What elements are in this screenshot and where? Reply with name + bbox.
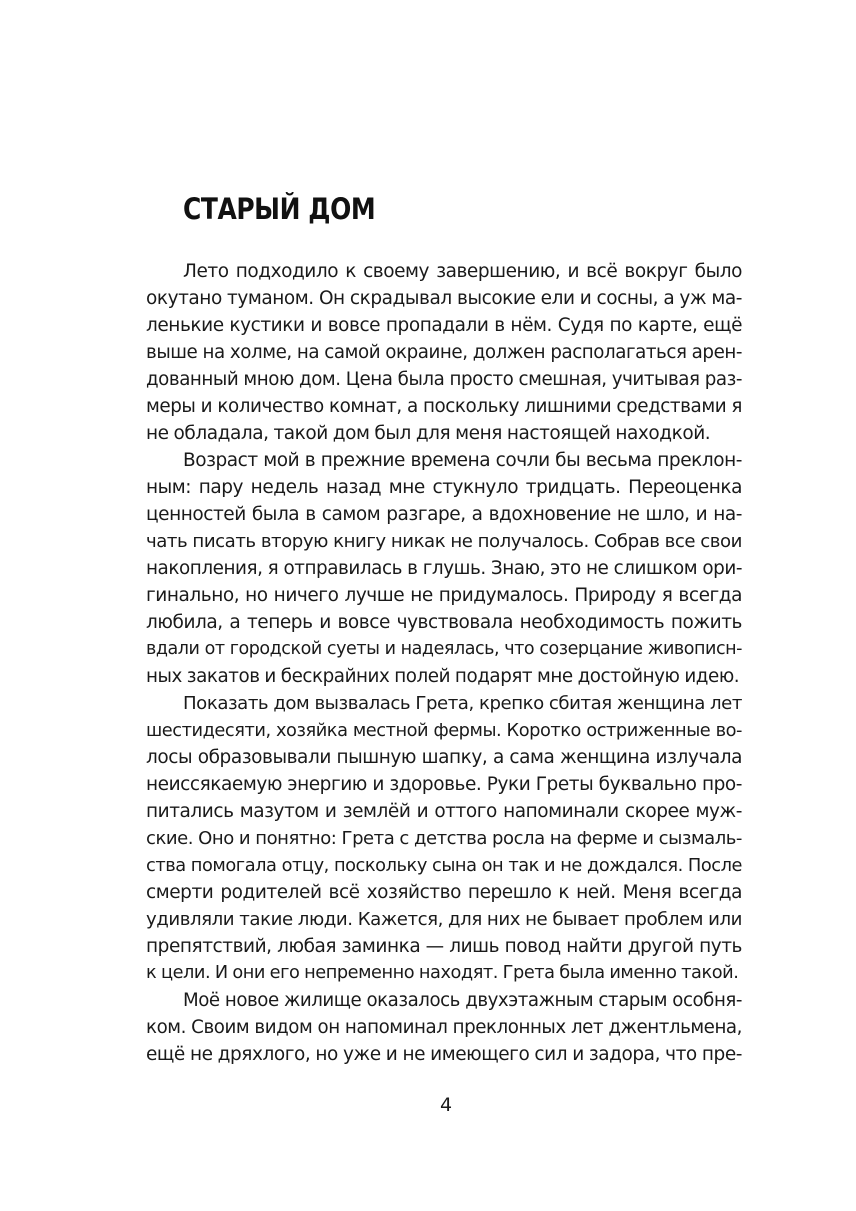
text-line: дованный мною дом. Цена была просто смешная, учитывая раз- [146, 369, 742, 390]
text-line: ных закатов и бескрайних полей подарят мне достойную идею. [146, 666, 740, 687]
text-line: Показать дом вызвалась Грета, крепко сбитая женщина лет [183, 693, 742, 714]
text-line: ценностей была в самом разгаре, а вдохновение не шло, и на- [146, 504, 742, 525]
text-line: чать писать вторую книгу никак не получалось. Собрав все свои [146, 531, 742, 552]
text-line: ным: пару недель назад мне стукнуло тридцать. Переоценка [146, 477, 742, 498]
text-line: питались мазутом и землёй и оттого напоминали скорее муж- [146, 801, 742, 822]
chapter-title: СТАРЫЙ ДОМ [183, 192, 376, 226]
text-line: меры и количество комнат, а поскольку лишними средствами я [146, 396, 742, 417]
page-number: 4 [439, 1094, 453, 1116]
text-line: удивляли такие люди. Кажется, для них не бывает проблем или [146, 909, 742, 930]
text-line: Моё новое жилище оказалось двухэтажным старым особня- [183, 990, 742, 1011]
text-line: ленькие кустики и вовсе пропадали в нём. Судя по карте, ещё [146, 315, 742, 336]
text-line: вдали от городской суеты и надеялась, что созерцание живописн- [146, 639, 742, 659]
text-line: окутано туманом. Он скрадывал высокие ели и сосны, а уж ма- [146, 288, 742, 309]
text-line: к цели. И они его непременно находят. Грета была именно такой. [146, 963, 739, 983]
text-line: шестидесяти, хозяйка местной фермы. Коротко остриженные во- [146, 720, 742, 741]
text-line: смерти родителей всё хозяйство перешло к ней. Меня всегда [146, 882, 742, 903]
text-line: не обладала, такой дом был для меня настоящей находкой. [146, 423, 711, 444]
text-line: препятствий, любая заминка — лишь повод найти другой путь [146, 936, 742, 957]
text-line: неиссякаемую энергию и здоровье. Руки Греты буквально про- [146, 774, 742, 795]
text-line: выше на холме, на самой окраине, должен располагаться арен- [146, 342, 742, 363]
text-line: любила, а теперь и вовсе чувствовала необходимость пожить [146, 612, 742, 633]
text-line: накопления, я отправилась в глушь. Знаю, это не слишком ори- [146, 558, 742, 579]
text-line: гинально, но ничего лучше не придумалось. Природу я всегда [146, 585, 742, 606]
text-line: Возраст мой в прежние времена сочли бы весьма преклон- [183, 450, 742, 471]
text-line: ские. Оно и понятно: Грета с детства росла на ферме и сызмаль- [146, 828, 742, 849]
text-line: ком. Своим видом он напоминал преклонных лет джентльмена, [146, 1017, 742, 1038]
text-line: ства помогала отцу, поскольку сына он так и не дождался. После [146, 855, 742, 876]
text-line: Лето подходило к своему завершению, и всё вокруг было [183, 261, 742, 282]
text-line: ещё не дряхлого, но уже и не имеющего сил и задора, что пре- [146, 1044, 742, 1065]
chapter-body-text [146, 258, 742, 1068]
text-line: лосы образовывали пышную шапку, а сама женщина излучала [146, 747, 742, 768]
